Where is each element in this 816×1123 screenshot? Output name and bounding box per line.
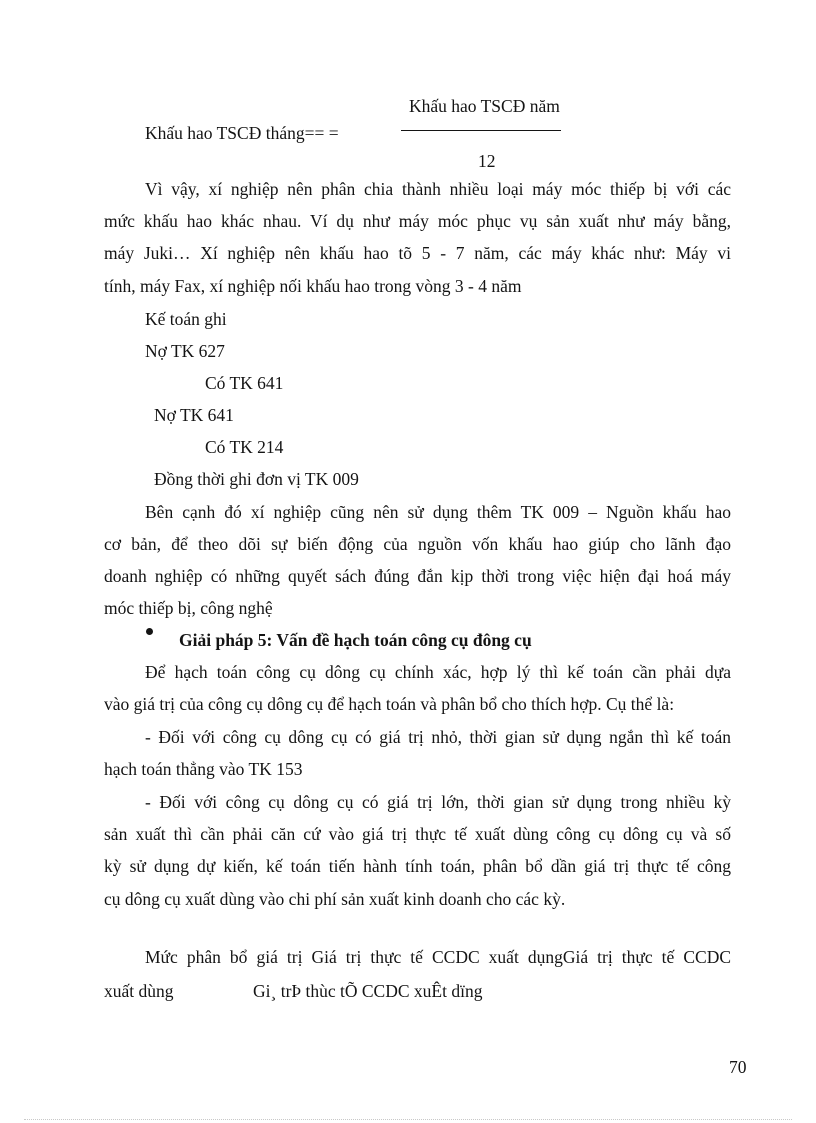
paragraph-line: máy Juki… Xí nghiệp nên khấu hao tõ 5 - 7 năm, các máy khác như: Máy vi — [104, 243, 731, 263]
garbled-text: Gi¸ trÞ thùc tÕ CCDC xuÊt dïng — [253, 981, 483, 1001]
formula-label: Khấu hao TSCĐ tháng== = — [145, 123, 339, 143]
paragraph-line: mức khấu hao khác nhau. Ví dụ như máy móc phục vụ sản xuất như máy bằng, — [104, 211, 731, 231]
section-heading: Giải pháp 5: Vấn đề hạch toán công cụ đông cụ — [179, 630, 532, 650]
paragraph-line: hạch toán thẳng vào TK 153 — [104, 759, 303, 779]
page-bottom-divider — [24, 1119, 792, 1120]
formula-denominator: 12 — [478, 151, 496, 171]
paragraph-line: cơ bản, để theo dõi sự biến động của nguồn vốn khấu hao giúp cho lãnh đạo — [104, 534, 731, 554]
fraction-bar — [401, 130, 561, 131]
bullet-icon — [146, 628, 153, 635]
entry-credit-214: Có TK 214 — [205, 437, 284, 457]
entry-intro: Kế toán ghi — [145, 309, 227, 329]
entry-debit-641: Nợ TK 641 — [154, 405, 234, 425]
paragraph-line: Mức phân bổ giá trị Giá trị thực tế CCDC xuất dụngGiá trị thực tế CCDC — [145, 947, 731, 967]
paragraph-line: doanh nghiệp có những quyết sách đúng đắn kịp thời trong việc hiện đại hoá máy — [104, 566, 731, 586]
paragraph-line: - Đối với công cụ dông cụ có giá trị lớn, thời gian sử dụng trong nhiều kỳ — [145, 792, 731, 812]
page-number: 70 — [729, 1057, 747, 1077]
formula-numerator: Khấu hao TSCĐ năm — [409, 96, 560, 116]
paragraph-line: sản xuất thì cần phải căn cứ vào giá trị thực tế xuất dùng công cụ dông cụ và số — [104, 824, 731, 844]
entry-credit-641: Có TK 641 — [205, 373, 284, 393]
paragraph-line: - Đối với công cụ dông cụ có giá trị nhỏ, thời gian sử dụng ngắn thì kế toán — [145, 727, 731, 747]
paragraph-line: vào giá trị của công cụ dông cụ để hạch toán và phân bổ cho thích hợp. Cụ thể là: — [104, 694, 675, 714]
paragraph-line: Vì vậy, xí nghiệp nên phân chia thành nhiều loại máy móc thiếp bị với các — [145, 179, 731, 199]
entry-debit-627: Nợ TK 627 — [145, 341, 225, 361]
paragraph-line: cụ dông cụ xuất dùng vào chi phí sản xuất kinh doanh cho các kỳ. — [104, 889, 566, 909]
paragraph-line: Bên cạnh đó xí nghiệp cũng nên sử dụng thêm TK 009 – Nguồn khấu hao — [145, 502, 731, 522]
paragraph-line: móc thiếp bị, công nghệ — [104, 598, 273, 618]
paragraph-line: Để hạch toán công cụ dông cụ chính xác, hợp lý thì kế toán cần phải dựa — [145, 662, 731, 682]
entry-simultaneous: Đồng thời ghi đơn vị TK 009 — [154, 469, 359, 489]
paragraph-line: kỳ sử dụng dự kiến, kế toán tiến hành tính toán, phân bổ dần giá trị thực tế công — [104, 856, 731, 876]
paragraph-line: tính, máy Fax, xí nghiệp nối khấu hao trong vòng 3 - 4 năm — [104, 276, 522, 296]
paragraph-line: xuất dùng — [104, 981, 174, 1001]
